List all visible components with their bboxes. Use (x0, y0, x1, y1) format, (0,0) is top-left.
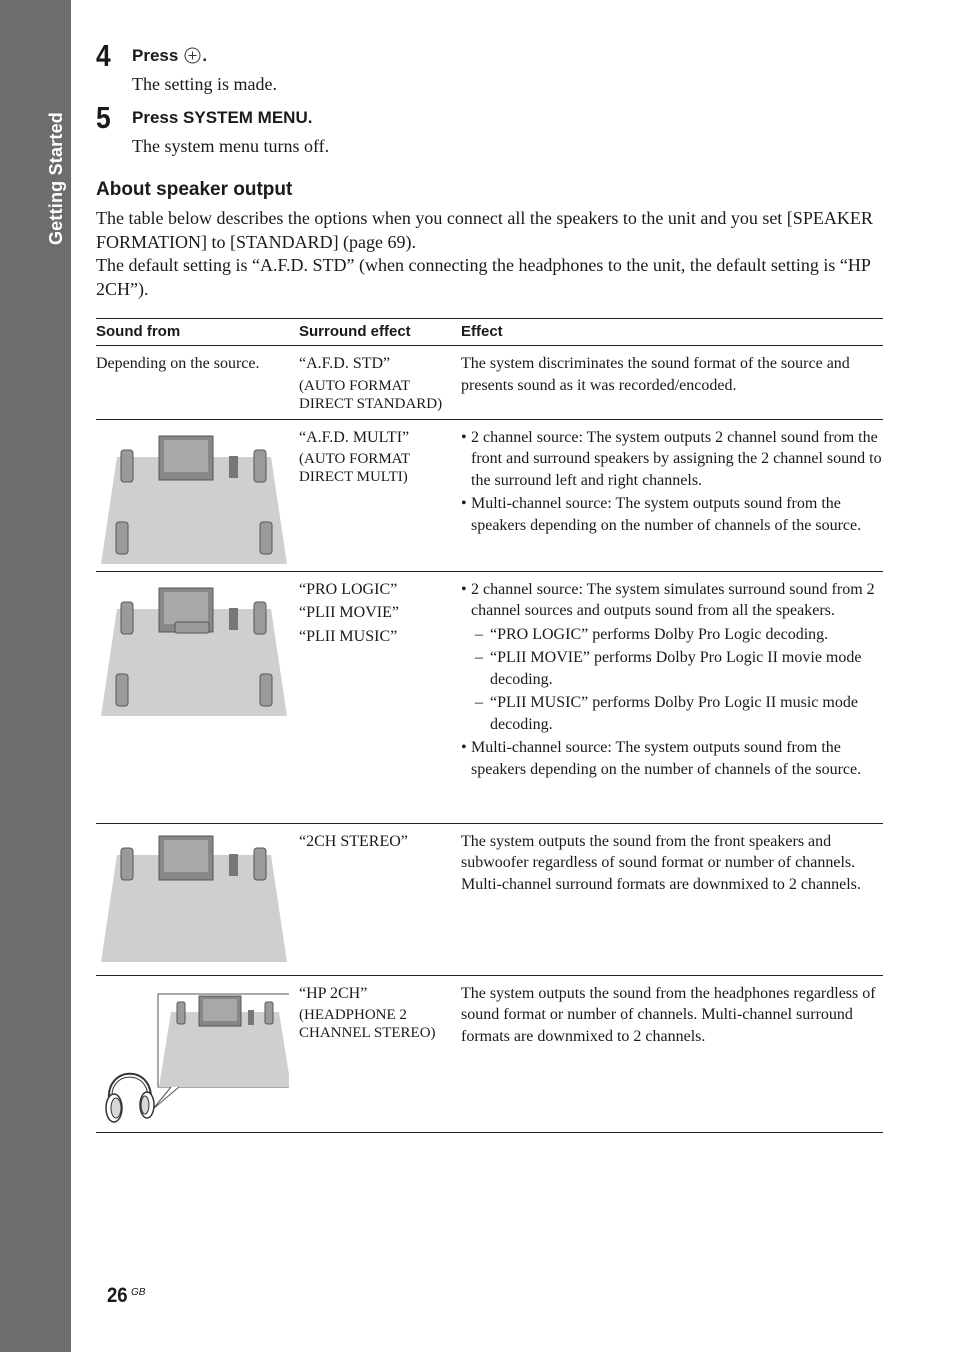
table-row (96, 975, 883, 1132)
surround-effect-cell (299, 823, 461, 975)
surround-effect-cell (299, 419, 461, 571)
step-heading: Press SYSTEM MENU. (132, 108, 313, 127)
surround-effect-cell (299, 975, 461, 1132)
speaker-layout-center-icon (101, 586, 287, 716)
effect-cell: The system discriminates the sound format of the source and presents sound as it was recorded/encoded. (461, 346, 883, 420)
step-heading (132, 46, 207, 66)
effect-dash-item: – “PLII MUSIC” performs Dolby Pro Logic II music mode decoding. (461, 692, 883, 735)
surround-effect-cell (299, 346, 461, 420)
page-number: 26 (107, 1284, 128, 1307)
mode-name: “PLII MUSIC” (299, 627, 398, 645)
intro-paragraph: The table below describes the options when you connect all the speakers to the unit and you set [SPEAKER FORMATION] to [STANDARD] (page 69). (96, 208, 873, 252)
table-row (96, 571, 883, 823)
step-number: 5 (96, 100, 111, 135)
intro-paragraph: The default setting is “A.F.D. STD” (when connecting the headphones to the unit, the default setting is “HP 2CH”). (96, 255, 871, 299)
section-title: About speaker output (96, 179, 293, 200)
effect-cell (461, 571, 883, 823)
sound-from-cell (96, 571, 299, 823)
header-effect: Effect (461, 319, 883, 346)
sound-from-cell (96, 823, 299, 975)
step-heading-suffix: . (202, 46, 208, 65)
side-tab-label: Getting Started (46, 112, 66, 246)
mode-subtitle: (AUTO FORMAT DIRECT STANDARD) (299, 377, 443, 412)
effect-bullet: • Multi-channel source: The system outputs sound from the speakers depending on the number of channels of the source. (461, 493, 883, 536)
mode-name: “PRO LOGIC” (299, 580, 398, 598)
speaker-output-table (96, 318, 883, 1133)
mode-subtitle: (HEADPHONE 2 CHANNEL STEREO) (299, 1007, 436, 1041)
speaker-layout-all-icon (101, 434, 287, 564)
table-row (96, 419, 883, 571)
surround-effect-cell (299, 571, 461, 823)
effect-bullet: • Multi-channel source: The system outputs sound from the speakers depending on the number of channels of the source. (461, 737, 883, 780)
effect-cell: The system outputs the sound from the headphones regardless of sound format or number of channels. Multi-channel surround formats are downmixed to 2 channels. (461, 975, 883, 1132)
sound-from-cell (96, 419, 299, 571)
header-sound-from: Sound from (96, 319, 299, 346)
table-header-row (96, 319, 883, 346)
effect-cell (461, 419, 883, 571)
enter-button-icon (184, 47, 201, 64)
mode-name: “A.F.D. STD” (299, 355, 391, 372)
effect-bullet-text: 2 channel source: The system simulates surround sound from 2 channel sources and outputs sound from all the speakers. (471, 580, 875, 619)
side-tab (0, 0, 71, 1352)
table-row (96, 346, 883, 420)
step-number: 4 (96, 38, 111, 73)
mode-subtitle: (AUTO FORMAT DIRECT MULTI) (299, 451, 410, 485)
speaker-layout-front-icon (101, 834, 287, 962)
effect-dash-item: – “PLII MOVIE” performs Dolby Pro Logic II movie mode decoding. (461, 647, 883, 690)
effect-cell: The system outputs the sound from the front speakers and subwoofer regardless of sound format or number of channels. Multi-channel surround formats are downmixed to 2 channels. (461, 823, 883, 975)
header-surround-effect: Surround effect (299, 319, 461, 346)
effect-bullet (461, 579, 883, 736)
effect-dash-item: – “PRO LOGIC” performs Dolby Pro Logic decoding. (461, 624, 883, 646)
step-result: The setting is made. (132, 74, 277, 94)
headphones-layout-icon (101, 986, 289, 1126)
sound-from-cell (96, 975, 299, 1132)
mode-name: “A.F.D. MULTI” (299, 428, 410, 446)
step-heading-prefix: Press (132, 46, 179, 65)
intro-text (96, 207, 886, 301)
mode-name: “HP 2CH” (299, 984, 368, 1002)
page-number-suffix: GB (131, 1287, 146, 1298)
table-row (96, 823, 883, 975)
mode-name: “PLII MOVIE” (299, 604, 399, 621)
step-result: The system menu turns off. (132, 136, 330, 156)
effect-bullet: • 2 channel source: The system outputs 2 channel sound from the front and surround speakers by assigning the 2 channel sound to the surround left and right channels. (461, 427, 883, 492)
sound-from-cell: Depending on the source. (96, 346, 299, 420)
mode-name: “2CH STEREO” (299, 832, 408, 850)
